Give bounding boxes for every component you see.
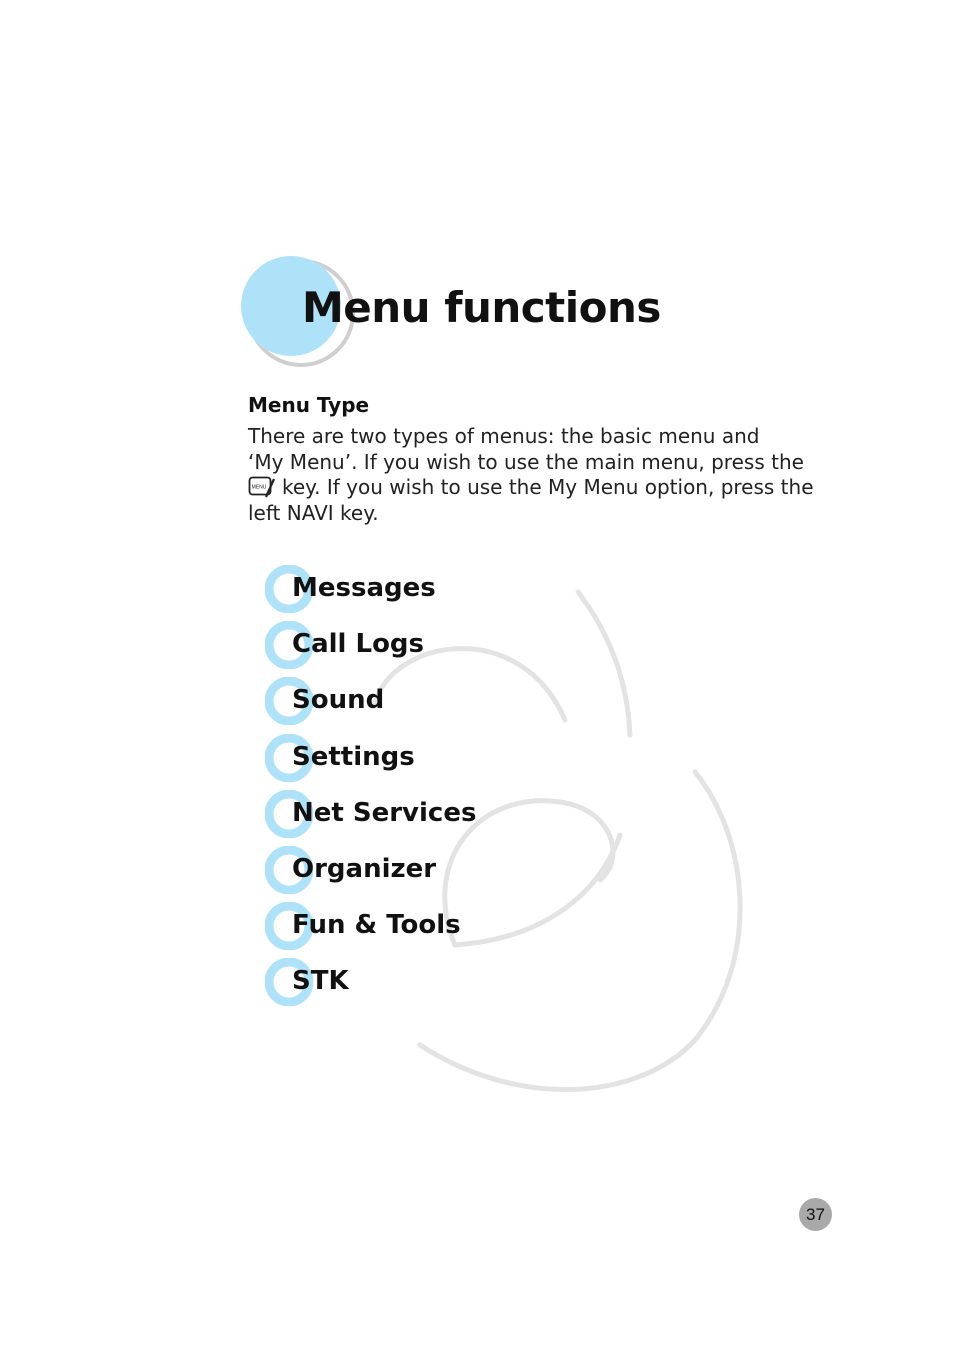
page-title: Menu functions [302, 283, 661, 332]
section-heading: Menu Type [248, 393, 370, 417]
menu-item-label: Organizer [292, 853, 437, 884]
paragraph-line-text: key. If you wish to use the My Menu option, press the [282, 475, 814, 499]
intro-paragraph [248, 424, 818, 526]
menu-item-label: Fun & Tools [292, 910, 461, 941]
paragraph-line: There are two types of menus: the basic menu and [248, 424, 760, 448]
paragraph-line-with-key [248, 475, 818, 501]
menu-item-label: Net Services [292, 797, 477, 828]
menu-item-label: Messages [292, 573, 436, 603]
menu-item-label: Settings [292, 741, 415, 772]
page-number-badge: 37 [799, 1198, 832, 1231]
menu-key-icon [248, 475, 276, 499]
paragraph-line: left NAVI key. [248, 500, 379, 525]
menu-item-label: STK [292, 966, 349, 997]
menu-key-label: MENU [251, 484, 267, 491]
menu-item-label: Sound [292, 685, 385, 716]
menu-item-label: Call Logs [292, 629, 425, 660]
title-block [240, 255, 660, 375]
paragraph-line: ‘My Menu’. If you wish to use the main menu, press the [248, 449, 804, 474]
